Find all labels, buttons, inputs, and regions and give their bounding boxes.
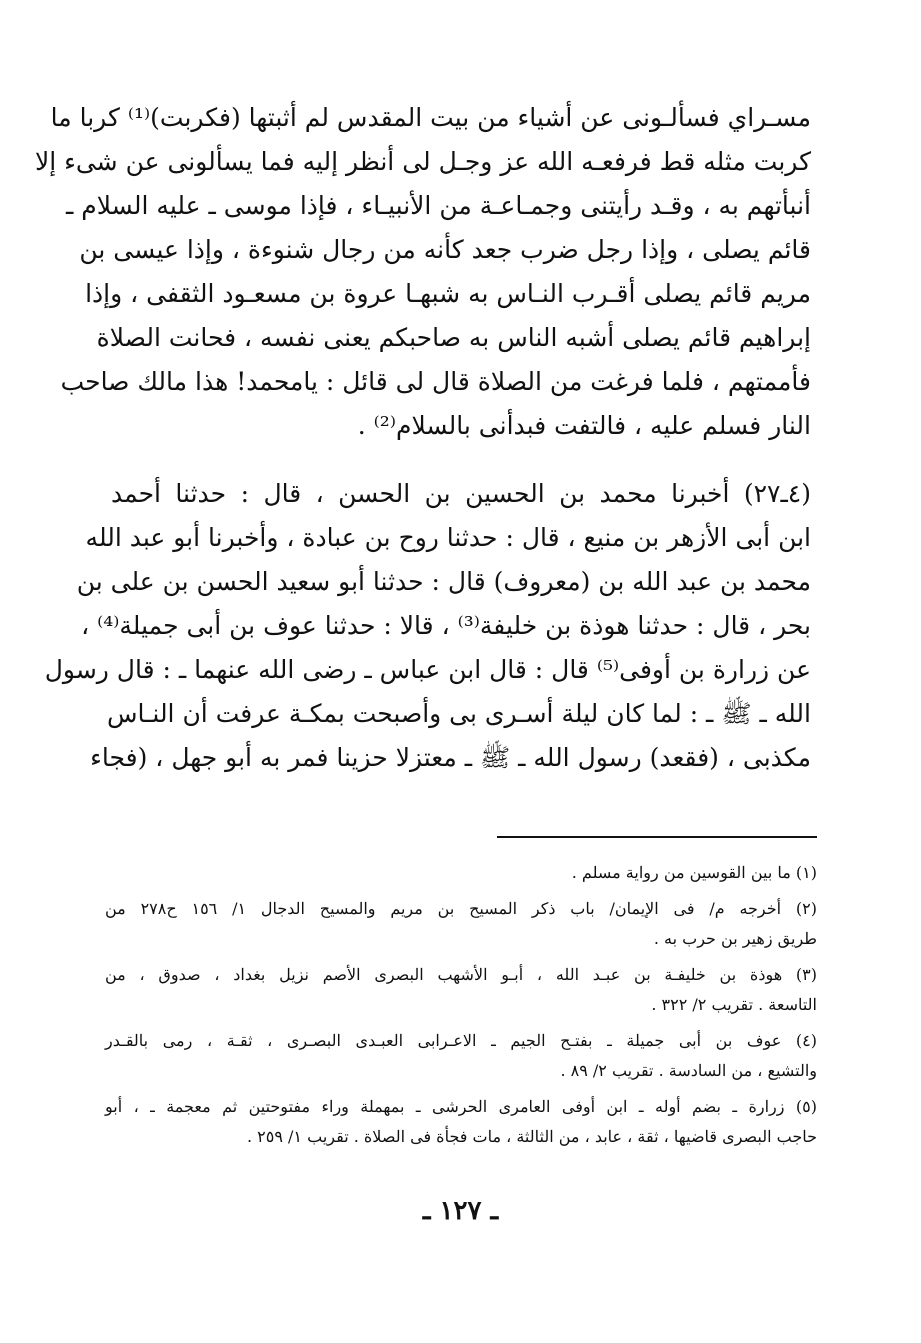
text-line: مكذبى ، (فقعد) رسول الله ـ ﷺ ـ معتزلا حزينا فمر به أبو جهل ، (فجاء <box>90 743 811 772</box>
footnote-2 <box>105 894 817 954</box>
main-paragraph-1 <box>34 96 811 448</box>
text-line: عن زرارة بن أوفى⁽⁵⁾ قال : قال ابن عباس ـ رضى الله عنهما ـ : قال رسول <box>44 655 811 684</box>
main-paragraph-2 <box>44 472 811 780</box>
footnote-3 <box>105 960 817 1020</box>
footnotes <box>105 858 817 1158</box>
footnote-line: حاجب البصرى قاضيها ، ثقة ، عابد ، من الثالثة ، مات فجأة فى الصلاة . تقريب ١/ ٢٥٩ . <box>246 1127 817 1146</box>
text-line: مريم قائم يصلى أقـرب النـاس به شبهـا عروة بن مسعـود الثقفى ، وإذا <box>85 279 811 308</box>
text-line: فأممتهم ، فلما فرغت من الصلاة قال لى قائل : يامحمد! هذا مالك صاحب <box>60 367 811 396</box>
text-line: الله ـ ﷺ ـ : لما كان ليلة أسـرى بى وأصبحت بمكـة عرفت أن النـاس <box>106 699 811 728</box>
footnote-line: (١) ما بين القوسين من رواية مسلم . <box>571 863 817 882</box>
text-line: محمد بن عبد الله بن (معروف) قال : حدثنا أبو سعيد الحسن بن على بن <box>76 567 811 596</box>
page-number: ـ ١٢٧ ـ <box>422 1196 499 1226</box>
footnote-line: والتشيع ، من السادسة . تقريب ٢/ ٨٩ . <box>560 1061 817 1080</box>
footnote-line: طريق زهير بن حرب به . <box>653 929 817 948</box>
text-line: إبراهيم قائم يصلى أشبه الناس به صاحبكم يعنى نفسه ، فحانت الصلاة <box>96 323 811 352</box>
text-line: النار فسلم عليه ، فالتفت فبدأنى بالسلام⁽²⁾ . <box>357 411 811 440</box>
text-line: كربت مثله قط فرفعـه الله عز وجـل لى أنظر إليه فما يسألونى عن شىء إلا <box>34 147 811 176</box>
footnote-line: (٥) زرارة ـ بضم أوله ـ ابن أوفى العامرى الحرشى ـ بمهملة وراء مفتوحتين ثم معجمة ـ ، أبو <box>105 1097 818 1116</box>
text-line: مسـراي فسألـونى عن أشياء من بيت المقدس لم أثبتها (فكربت)⁽¹⁾ كربا ما <box>50 103 811 132</box>
footnote-5 <box>105 1092 817 1152</box>
footnote-line: (٣) هوذة بن خليفـة بن عبـد الله ، أبـو الأشهب البصرى الأصم نزيل بغداد ، صدوق ، من <box>105 965 817 984</box>
footnote-1 <box>105 858 817 888</box>
footnote-4 <box>105 1026 817 1086</box>
footnote-line: (٤) عوف بن أبى جميلة ـ بفتـح الجيم ـ الاعـرابى العبـدى البصـرى ، ثقـة ، رمى بالقـدر <box>105 1031 817 1050</box>
text-line: قائم يصلى ، وإذا رجل ضرب جعد كأنه من رجال شنوءة ، وإذا عيسى بن <box>79 235 811 264</box>
footnote-divider <box>497 836 817 838</box>
text-line: ابن أبى الأزهر بن منيع ، قال : حدثنا روح بن عبادة ، وأخبرنا أبو عبد الله <box>85 523 811 552</box>
hadith-heading-line: (٤ـ٢٧) أخبرنا محمد بن الحسين بن الحسن ، قال : حدثنا أحمد <box>111 479 811 508</box>
text-line: بحر ، قال : حدثنا هوذة بن خليفة⁽³⁾ ، قالا : حدثنا عوف بن أبى جميلة⁽⁴⁾ ، <box>81 611 811 640</box>
text-line: أنبأتهم به ، وقـد رأيتنى وجمـاعـة من الأنبيـاء ، فإذا موسى ـ عليه السلام ـ <box>65 191 811 220</box>
footnote-line: (٢) أخرجه م/ فى الإيمان/ باب ذكر المسيح بن مريم والمسيح الدجال ١/ ١٥٦ ح٢٧٨ من <box>105 899 817 918</box>
footnote-line: التاسعة . تقريب ٢/ ٣٢٢ . <box>651 995 817 1014</box>
